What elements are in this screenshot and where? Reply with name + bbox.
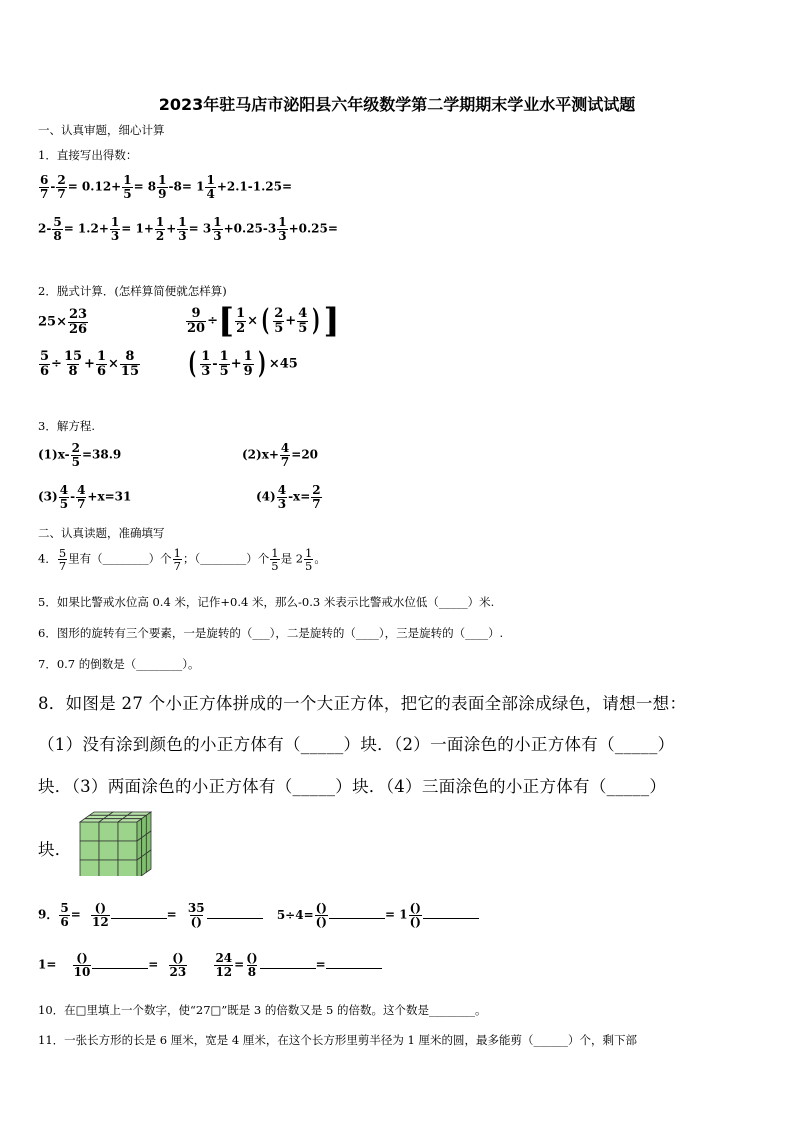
- question-3-eq-3: (3) $\frac{4}{5}$ - $\frac{4}{7}$ +x=31: [38, 483, 132, 511]
- question-2-heading: 2．脱式计算．(怎样算简便就怎样算): [38, 284, 227, 298]
- question-8-line-4: 块．: [38, 840, 72, 859]
- question-3-eq-4: (4) $\frac{4}{3}$ -x= $\frac{2}{7}$: [256, 483, 321, 511]
- question-8-line-3: 块．（3）两面涂色的小正方体有（_____）块．（4）三面涂色的小正方体有（_____）: [38, 777, 667, 796]
- cube-figure: [78, 810, 154, 876]
- question-3-eq-2: (2)x+ $\frac{4}{7}$ =20: [242, 441, 319, 469]
- question-10: 10．在□里填上一个数字，使“27□”既是 3 的倍数又是 5 的倍数。这个数是________。: [38, 1003, 487, 1017]
- question-11: 11．一张长方形的长是 6 厘米，宽是 4 厘米，在这个长方形里剪半径为 1 厘米的圆，最多能剪（______）个，剩下部: [38, 1033, 638, 1047]
- question-9-row-1: 9． $\frac{5}{6}$ = $\frac{()}{12}$ = $\frac{35}{()}$ 5÷4= $\frac{()}{()}$ = 1 $\frac{()}{()}$: [38, 902, 479, 928]
- question-2-expr-2: $\frac{9}{20}$ ÷[ $\frac{1}{2}$ × ( $\frac{2}{5}$ + $\frac{4}{5}$ )]: [187, 301, 340, 341]
- question-2-expr-4: ( $\frac{1}{3}$ - $\frac{1}{5}$ + $\frac{1}{9}$ ) ×45: [188, 346, 298, 381]
- question-2-expr-1: 25× $\frac{23}{26}$: [38, 307, 88, 337]
- question-1-row-2: 2- $\frac{5}{8}$ = 1.2+ $\frac{1}{3}$ = 1+ $\frac{1}{2}$ + $\frac{1}{3}$ = 3 $\frac{1}{3}$ +0.25-3 $\frac{1}{3}$ +0.25=: [38, 215, 338, 243]
- question-8-line-1: 8．如图是 27 个小正方体拼成的一个大正方体，把它的表面全部涂成绿色，请想一想：: [38, 694, 687, 713]
- question-2-expr-3: $\frac{5}{6}$ ÷ $\frac{15}{8}$ + $\frac{1}{6}$ × $\frac{8}{15}$: [40, 349, 139, 379]
- question-4: 4． $\frac{5}{7}$ 里有（________）个 $\frac{1}{7}$ ；（________）个 $\frac{1}{5}$ 是 2 $\frac{1}{5}$ 。: [38, 546, 326, 574]
- question-6: 6．图形的旋转有三个要素，一是旋转的（___），二是旋转的（____），三是旋转的（____）.: [38, 626, 504, 640]
- question-9-row-2: 1= $\frac{()}{10}$ = $\frac{()}{23}$ $\frac{24}{12}$ = $\frac{()}{8}$ =: [38, 952, 382, 978]
- question-1-heading: 1．直接写出得数：: [38, 148, 138, 162]
- question-5: 5．如果比警戒水位高 0.4 米，记作+0.4 米，那么-0.3 米表示比警戒水位低（_____）米.: [38, 595, 495, 609]
- section-2-heading: 二、认真读题，准确填写: [38, 526, 165, 540]
- question-8-line-2: （1）没有涂到颜色的小正方体有（_____）块．（2）一面涂色的小正方体有（_____）: [38, 735, 675, 754]
- question-1-row-1: $\frac{6}{7}$ - $\frac{2}{7}$ = 0.12+ $\frac{1}{5}$ = 8 $\frac{1}{9}$ -8= 1 $\frac{1}{4}$ +2.1-1.25=: [40, 173, 293, 201]
- page-title: 2023年驻马店市泌阳县六年级数学第二学期期末学业水平测试试题: [158, 95, 636, 114]
- question-7: 7．0.7 的倒数是（________）。: [38, 657, 200, 671]
- question-3-heading: 3．解方程.: [38, 419, 95, 433]
- section-1-heading: 一、认真审题，细心计算: [38, 123, 165, 137]
- question-3-eq-1: (1)x- $\frac{2}{5}$ =38.9: [38, 441, 122, 469]
